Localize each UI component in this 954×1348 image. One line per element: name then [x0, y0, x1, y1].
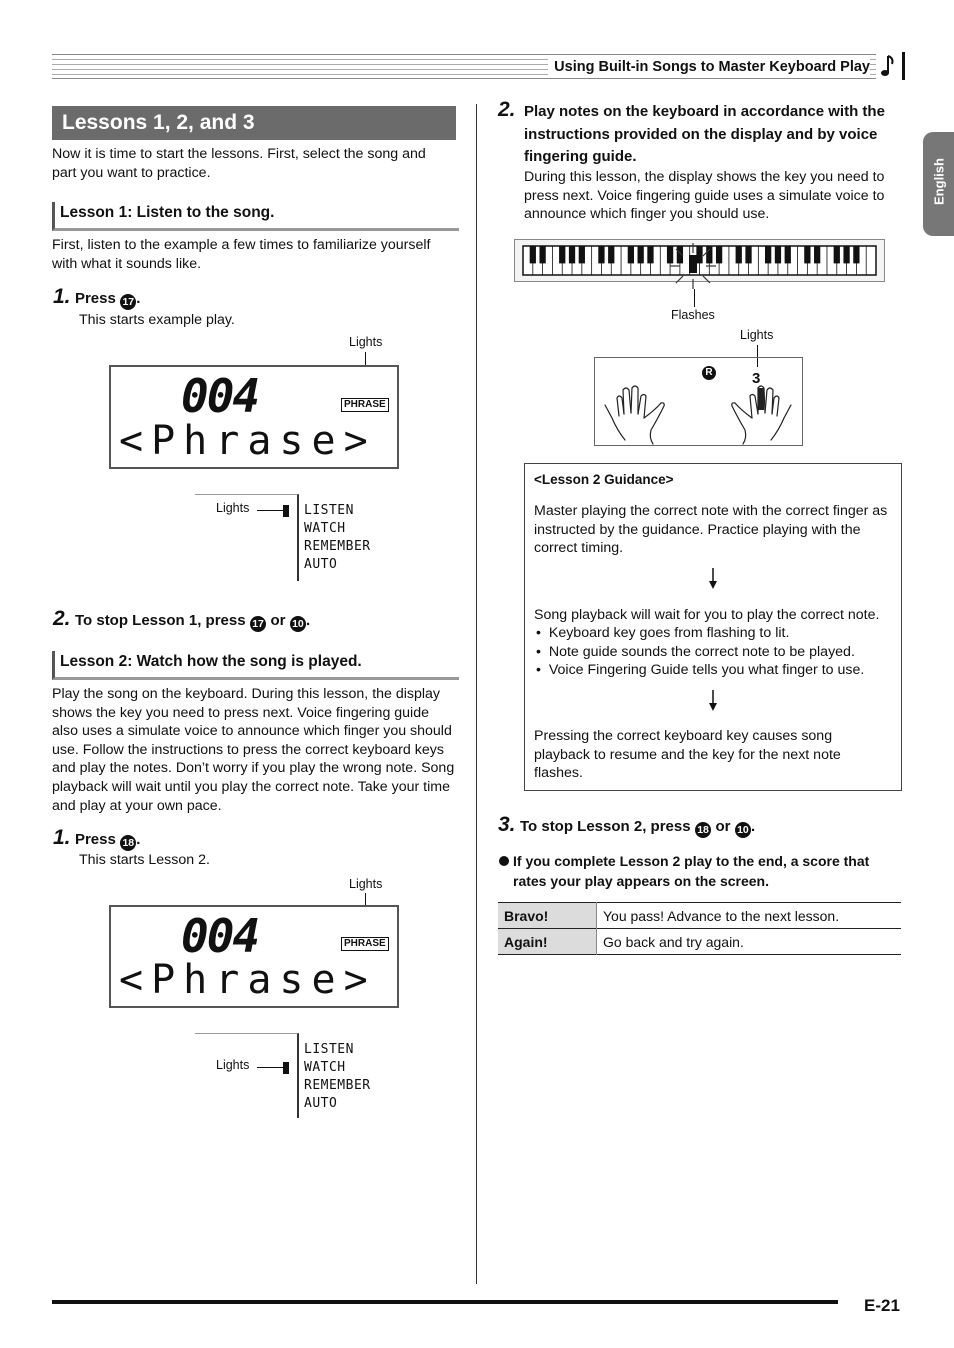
- flash-indicator-icon: [670, 243, 716, 294]
- menu-item-listen: LISTEN: [304, 1042, 354, 1057]
- score-label: Again!: [498, 929, 597, 955]
- menu-item-watch: WATCH: [304, 1060, 346, 1075]
- lesson1-step1-desc: This starts example play.: [79, 312, 235, 328]
- list-item: • Keyboard key goes from flashing to lit.: [536, 625, 790, 641]
- arrow-down-icon: [707, 568, 719, 595]
- lesson2-step2-desc: During this lesson, the display shows the key you need to press next. Voice fingering guide uses a simulate voice to announce which finger you should use.: [524, 169, 885, 223]
- lcd-text: <Phrase>: [119, 418, 376, 464]
- menu-item-remember: REMEMBER: [304, 539, 371, 554]
- button-18-icon: 18: [120, 835, 136, 851]
- lights-label: Lights: [740, 328, 774, 342]
- table-row: [498, 929, 901, 955]
- guidance-bullet-list: [536, 624, 898, 680]
- table-row: [498, 903, 901, 929]
- guidance-title: <Lesson 2 Guidance>: [534, 472, 674, 487]
- step-text: Press: [74, 290, 116, 307]
- step-number: 2.: [498, 98, 516, 121]
- guidance-p2: Song playback will wait for you to play the correct note.: [534, 607, 880, 623]
- lcd-number: 004: [181, 369, 259, 423]
- lights-label: Lights: [216, 1058, 250, 1072]
- phrase-badge: PHRASE: [341, 937, 389, 951]
- step-text: To stop Lesson 2, press: [519, 818, 691, 835]
- button-10-icon: 10: [735, 822, 751, 838]
- header-title: Using Built-in Songs to Master Keyboard Play: [548, 58, 870, 76]
- column-divider: [476, 104, 477, 1284]
- lesson1-heading-box: [52, 202, 459, 231]
- menu-item-watch: WATCH: [304, 521, 346, 536]
- step-number: 2.: [53, 607, 71, 630]
- menu-item-remember: REMEMBER: [304, 1078, 371, 1093]
- menu-item-listen: LISTEN: [304, 503, 354, 518]
- flashes-label: Flashes: [671, 308, 715, 322]
- finger-number: 3: [752, 370, 761, 387]
- step-text: To stop Lesson 1, press: [74, 612, 246, 629]
- lesson2-step2-text: Play notes on the keyboard in accordance with the instructions provided on the display and by voice fingering guide.: [524, 103, 885, 165]
- step-number: 1.: [53, 285, 71, 308]
- side-tab-english: [923, 132, 954, 236]
- arrow-down-icon: [707, 690, 719, 717]
- button-10-icon: 10: [290, 616, 306, 632]
- menu-bracket: [195, 1033, 299, 1118]
- flashes-leader-line: [694, 289, 695, 307]
- lights-label: Lights: [349, 877, 383, 891]
- lights-marker: [283, 505, 289, 517]
- lights-label: Lights: [216, 501, 250, 515]
- score-label: Bravo!: [498, 903, 597, 929]
- lights-leader-line: [257, 1067, 283, 1068]
- section-intro: Now it is time to start the lessons. First, select the song and part you want to practice.: [52, 146, 426, 181]
- lesson2-heading-box: [52, 651, 459, 680]
- lesson1-step2: 2. To stop Lesson 1, press 17 or 10 .: [53, 607, 311, 630]
- section-title: Lessons 1, 2, and 3: [62, 111, 255, 134]
- list-item: • Note guide sounds the correct note to be played.: [536, 643, 855, 660]
- right-hand-marker-icon: R: [702, 366, 716, 380]
- lcd-text: <Phrase>: [119, 957, 376, 1003]
- bullet-dot-icon: [499, 856, 509, 866]
- guidance-p3: Pressing the correct keyboard key causes song playback to resume and the key for the next note flashes.: [534, 728, 841, 782]
- lesson2-step1-desc: This starts Lesson 2.: [79, 852, 210, 868]
- guidance-p1: Master playing the correct note with the correct finger as instructed by the guidance. Practice playing with the correct timing.: [534, 503, 888, 557]
- phrase-badge: PHRASE: [341, 398, 389, 412]
- section-title-bar: [52, 106, 456, 140]
- lights-marker: [283, 1062, 289, 1074]
- score-text: Go back and try again.: [597, 929, 902, 955]
- list-item: • Voice Fingering Guide tells you what finger to use.: [536, 662, 865, 679]
- menu-item-auto: AUTO: [304, 557, 338, 572]
- menu-item-auto: AUTO: [304, 1096, 338, 1111]
- lights-leader-line: [257, 510, 283, 511]
- music-note-icon: [876, 52, 905, 80]
- guidance-box: [524, 463, 902, 791]
- lesson1-intro: First, listen to the example a few times to familiarize yourself with what it sounds like.: [52, 237, 431, 272]
- hands-display: [594, 357, 803, 446]
- score-text: You pass! Advance to the next lesson.: [597, 903, 902, 929]
- button-17-icon: 17: [250, 616, 266, 632]
- step-number: 1.: [53, 826, 71, 849]
- lesson1-heading: Lesson 1: Listen to the song.: [60, 204, 275, 221]
- lesson1-step1: 1. Press 17 .: [53, 285, 141, 308]
- lcd-display: [109, 905, 399, 1008]
- button-17-icon: 17: [120, 294, 136, 310]
- lesson2-intro: Play the song on the keyboard. During this lesson, the display shows the key you need to press next. Voice fingering guide also uses a simulate voice to announce which finger you should use. Follow the instructions to press the correct keyboard keys and play the notes. Don’t worry if you play the wrong note. Song playback will wait until you play the correct note. Take your time and play at your own pace.: [52, 686, 455, 814]
- lcd-number: 004: [181, 909, 259, 963]
- lesson2-heading: Lesson 2: Watch how the song is played.: [60, 653, 362, 670]
- step-text: Press: [74, 831, 116, 848]
- lesson-menu: [304, 1041, 371, 1113]
- score-note: If you complete Lesson 2 play to the end, a score that rates your play appears on the screen.: [513, 853, 870, 889]
- lesson-menu: [304, 502, 371, 574]
- lcd-display: [109, 365, 399, 469]
- page-number: E-21: [864, 1296, 900, 1315]
- side-tab-label: English: [931, 158, 947, 205]
- score-table: [498, 902, 901, 955]
- button-18-icon: 18: [695, 822, 711, 838]
- lesson2-step1: 1. Press 18 .: [53, 826, 141, 849]
- footer-rule: [52, 1300, 838, 1304]
- step-number: 3.: [498, 813, 516, 836]
- lights-label: Lights: [349, 335, 383, 349]
- lesson2-step3: 3. To stop Lesson 2, press 18 or 10 .: [498, 813, 756, 836]
